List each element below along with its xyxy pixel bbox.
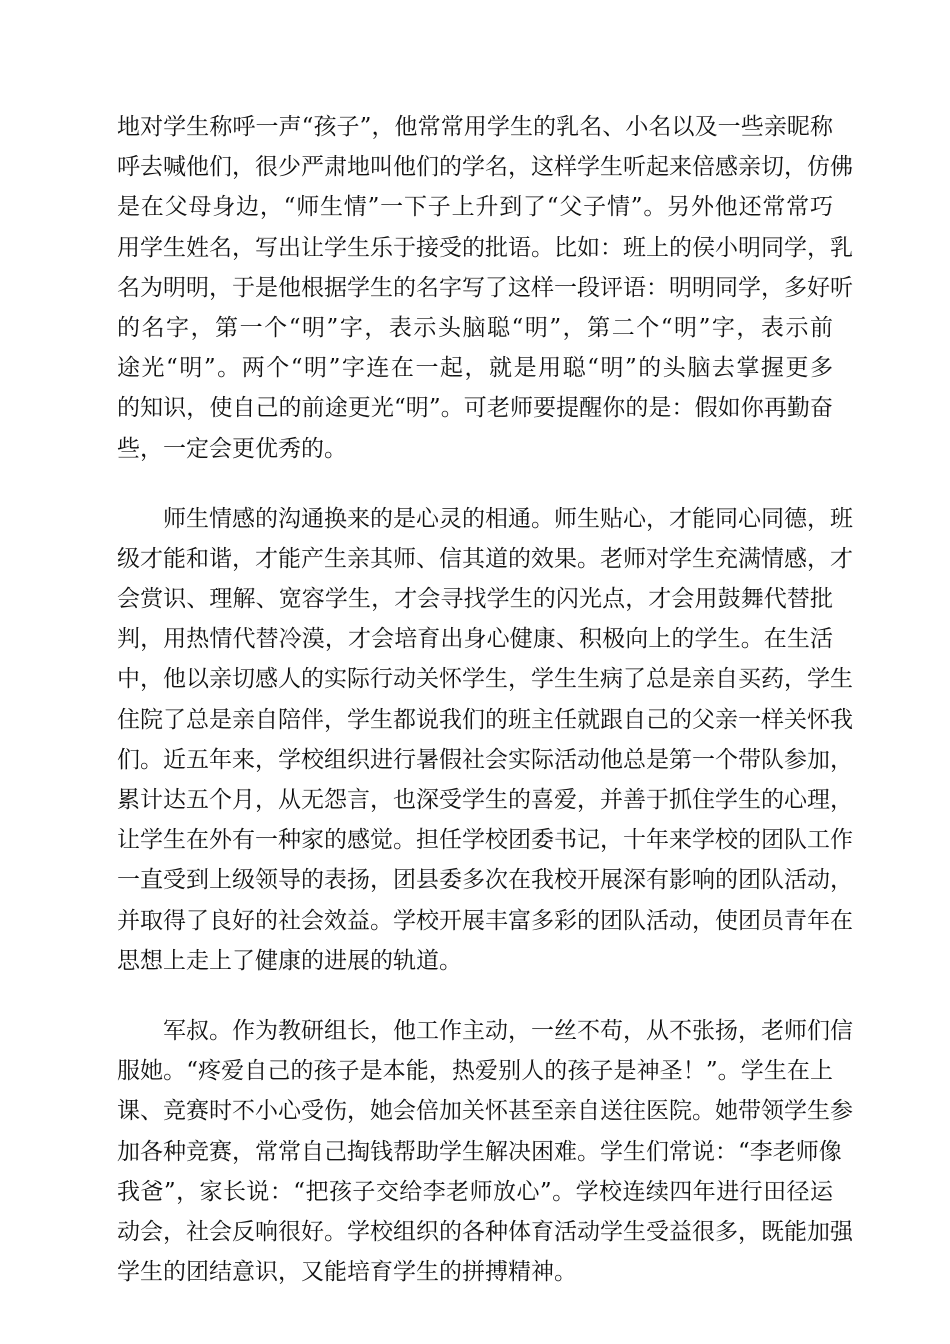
text-line: 些，一定会更优秀的。 [117,435,347,462]
text-line: 的名字，第一个“明”字，表示头脑聪“明”，第二个“明”字，表示前 [117,314,833,341]
paragraph-gap [117,981,833,1011]
text-line: 判，用热情代替冷漠，才会培育出身心健康、积极向上的学生。在生活 [117,626,833,653]
text-line: 让学生在外有一种家的感觉。担任学校团委书记，十年来学校的团队工作 [117,827,853,854]
paragraph-gap [117,469,833,499]
paragraph-3 [117,1011,853,1292]
text-line: 军叔。作为教研组长，他工作主动，一丝不苟，从不张扬，老师们信 [163,1017,853,1044]
text-line: 一直受到上级领导的表扬，团县委多次在我校开展深有影响的团队活动， [117,867,853,894]
text-line: 动会，社会反响很好。学校组织的各种体育活动学生受益很多，既能加强 [117,1218,853,1245]
text-line: 们。近五年来，学校组织进行暑假社会实际活动他总是第一个带队参加， [117,746,853,773]
text-line: 思想上走上了健康的进展的轨道。 [117,947,462,974]
text-line: 学生的团结意识，又能培育学生的拼搏精神。 [117,1259,577,1286]
text-line: 途光“明”。两个“明”字连在一起，就是用聪“明”的头脑去掌握更多 [117,355,833,382]
text-line: 累计达五个月，从无怨言，也深受学生的喜爱，并善于抓住学生的心理， [117,787,853,813]
text-line: 课、竞赛时不小心受伤，她会倍加关怀甚至亲自送往医院。她带领学生参 [117,1098,853,1125]
text-line: 地对学生称呼一声“孩子”，他常常用学生的乳名、小名以及一些亲昵称 [117,114,833,140]
text-line: 用学生姓名，写出让学生乐于接受的批语。比如：班上的侯小明同学，乳 [117,234,853,261]
document-body [117,107,853,1292]
text-line: 是在父母身边，“师生情”一下子上升到了“父子情”。另外他还常常巧 [117,194,833,221]
text-line: 加各种竞赛，常常自己掏钱帮助学生解决困难。学生们常说：“李老师像 [117,1138,842,1165]
text-line: 服她。“疼爱自己的孩子是本能，热爱别人的孩子是神圣！”。学生在上 [117,1058,833,1085]
text-line: 级才能和谐，才能产生亲其师、信其道的效果。老师对学生充满情感，才 [117,545,853,572]
text-line: 名为明明，于是他根据学生的名字写了这样一段评语：明明同学，多好听 [117,274,853,301]
text-line: 并取得了良好的社会效益。学校开展丰富多彩的团队活动，使团员青年在 [117,907,853,934]
text-line: 师生情感的沟通换来的是心灵的相通。师生贴心，才能同心同德，班 [163,505,853,532]
text-line: 呼去喊他们，很少严肃地叫他们的学名，这样学生听起来倍感亲切，仿佛 [117,154,853,181]
text-line: 住院了总是亲自陪伴，学生都说我们的班主任就跟自己的父亲一样关怀我 [117,706,853,733]
paragraph-1 [117,107,853,469]
text-line: 我爸”，家长说：“把孩子交给李老师放心”。学校连续四年进行田径运 [117,1178,833,1205]
text-line: 中，他以亲切感人的实际行动关怀学生，学生生病了总是亲自买药，学生 [117,666,853,693]
text-line: 会赏识、理解、宽容学生，才会寻找学生的闪光点，才会用鼓舞代替批 [117,586,833,613]
paragraph-2 [117,499,853,981]
text-line: 的知识，使自己的前途更光“明”。可老师要提醒你的是：假如你再勤奋 [117,395,833,422]
